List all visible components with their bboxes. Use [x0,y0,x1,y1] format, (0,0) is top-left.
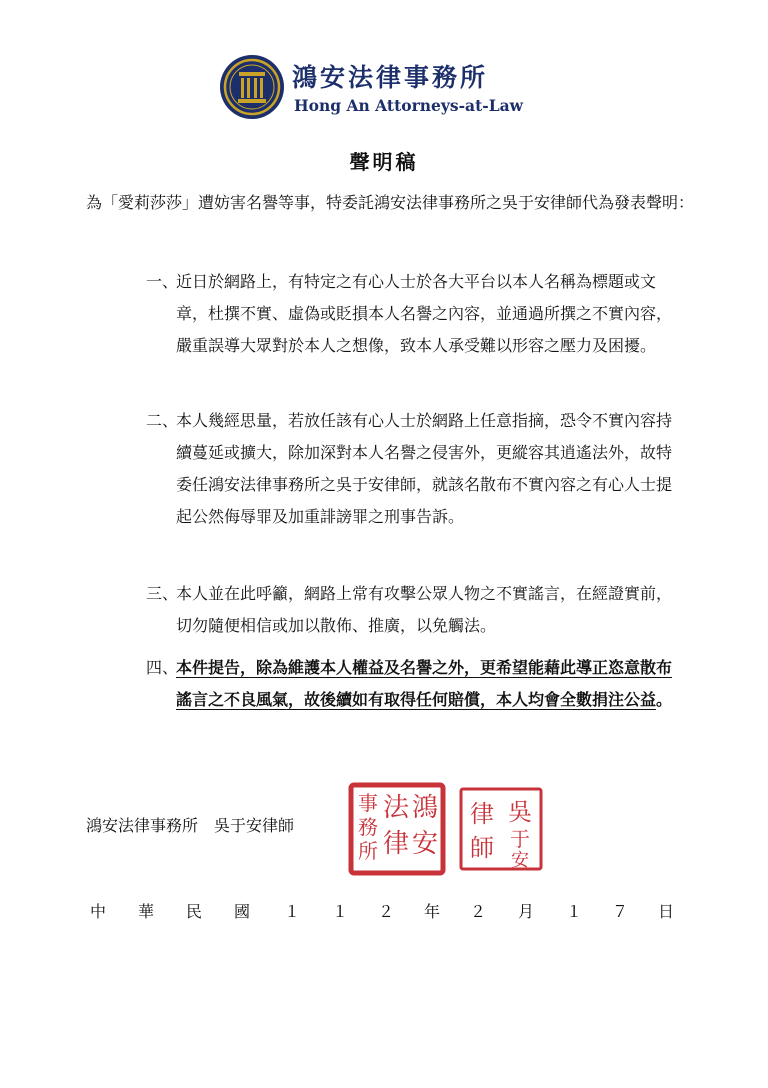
date-char: ７ [612,902,629,921]
date-char: 國 [234,902,251,921]
date-char: 民 [186,902,203,921]
seal-char: 所 [358,839,378,863]
date-char: ２ [470,902,487,921]
item-text: 本人並在此呼籲，網路上常有攻擊公眾人物之不實謠言，在經證實前，切勿隨便相信或加以散佈、推廣，以免觸法。 [176,584,673,635]
seal-char: 鴻 [411,793,439,823]
item-emphasis-text: 本件提告，除為維護本人權益及名譽之外，更希望能藉此導正恣意散布謠言之不良風氣，故後續如有取得任何賠償，本人均會全數捐注公益 [176,658,673,709]
firm-seal [348,782,446,876]
item-text: 本人幾經思量，若放任該有心人士於網路上任意指摘，恐令不實內容持續蔓延或擴大，除加深對本人名譽之侵害外，更縱容其逍遙法外，故特委任鴻安法律事務所之吳于安律師，就該名散布不實內容之有心人士提起公然侮辱罪及加重誹謗罪之刑事告訴。 [176,411,673,526]
intro-paragraph: 為「愛莉莎莎」遭妨害名譽等事，特委託鴻安法律事務所之吳于安律師代為發表聲明： [86,193,695,212]
item-number: 一、 [146,272,179,291]
date-char: 年 [424,902,441,921]
item-number: 三、 [146,584,179,603]
item-number: 二、 [146,411,179,430]
lawyer-seal [458,786,544,872]
seal-char: 于 [510,827,530,851]
date-char: 月 [518,902,535,921]
seal-char: 律 [470,800,494,828]
item-text [176,652,681,716]
seal-char: 安 [511,850,529,871]
seal-char: 師 [470,834,494,862]
seal-char: 法 [382,793,410,823]
item-number: 四、 [146,658,179,677]
date-char: １ [284,902,301,921]
page-title: 聲明稿 [349,150,419,174]
seal-char: 事 [358,791,378,815]
date-char: 中 [90,902,107,921]
seal-char: 務 [358,815,378,839]
firm-emblem-icon [219,54,285,120]
item-text-end: 。 [656,690,673,709]
item-text: 近日於網路上，有特定之有心人士於各大平台以本人名稱為標題或文章，杜撰不實、虛偽或貶損本人名譽之內容，並通過所撰之不實內容，嚴重誤導大眾對於本人之想像，致本人承受難以形容之壓力及困擾。 [176,272,673,355]
date-char: １ [566,902,583,921]
date-char: 華 [138,902,155,921]
firm-name-en: Hong An Attorneys-at-Law [294,96,523,115]
seal-char: 律 [382,829,410,859]
date-char: ２ [378,902,395,921]
firm-name-zh: 鴻安法律事務所 [292,63,489,92]
seal-char: 吳 [508,798,532,826]
date-char: １ [332,902,349,921]
signer-name: 鴻安法律事務所 吳于安律師 [86,816,295,835]
date-char: 日 [658,902,675,921]
seal-char: 安 [411,829,439,859]
